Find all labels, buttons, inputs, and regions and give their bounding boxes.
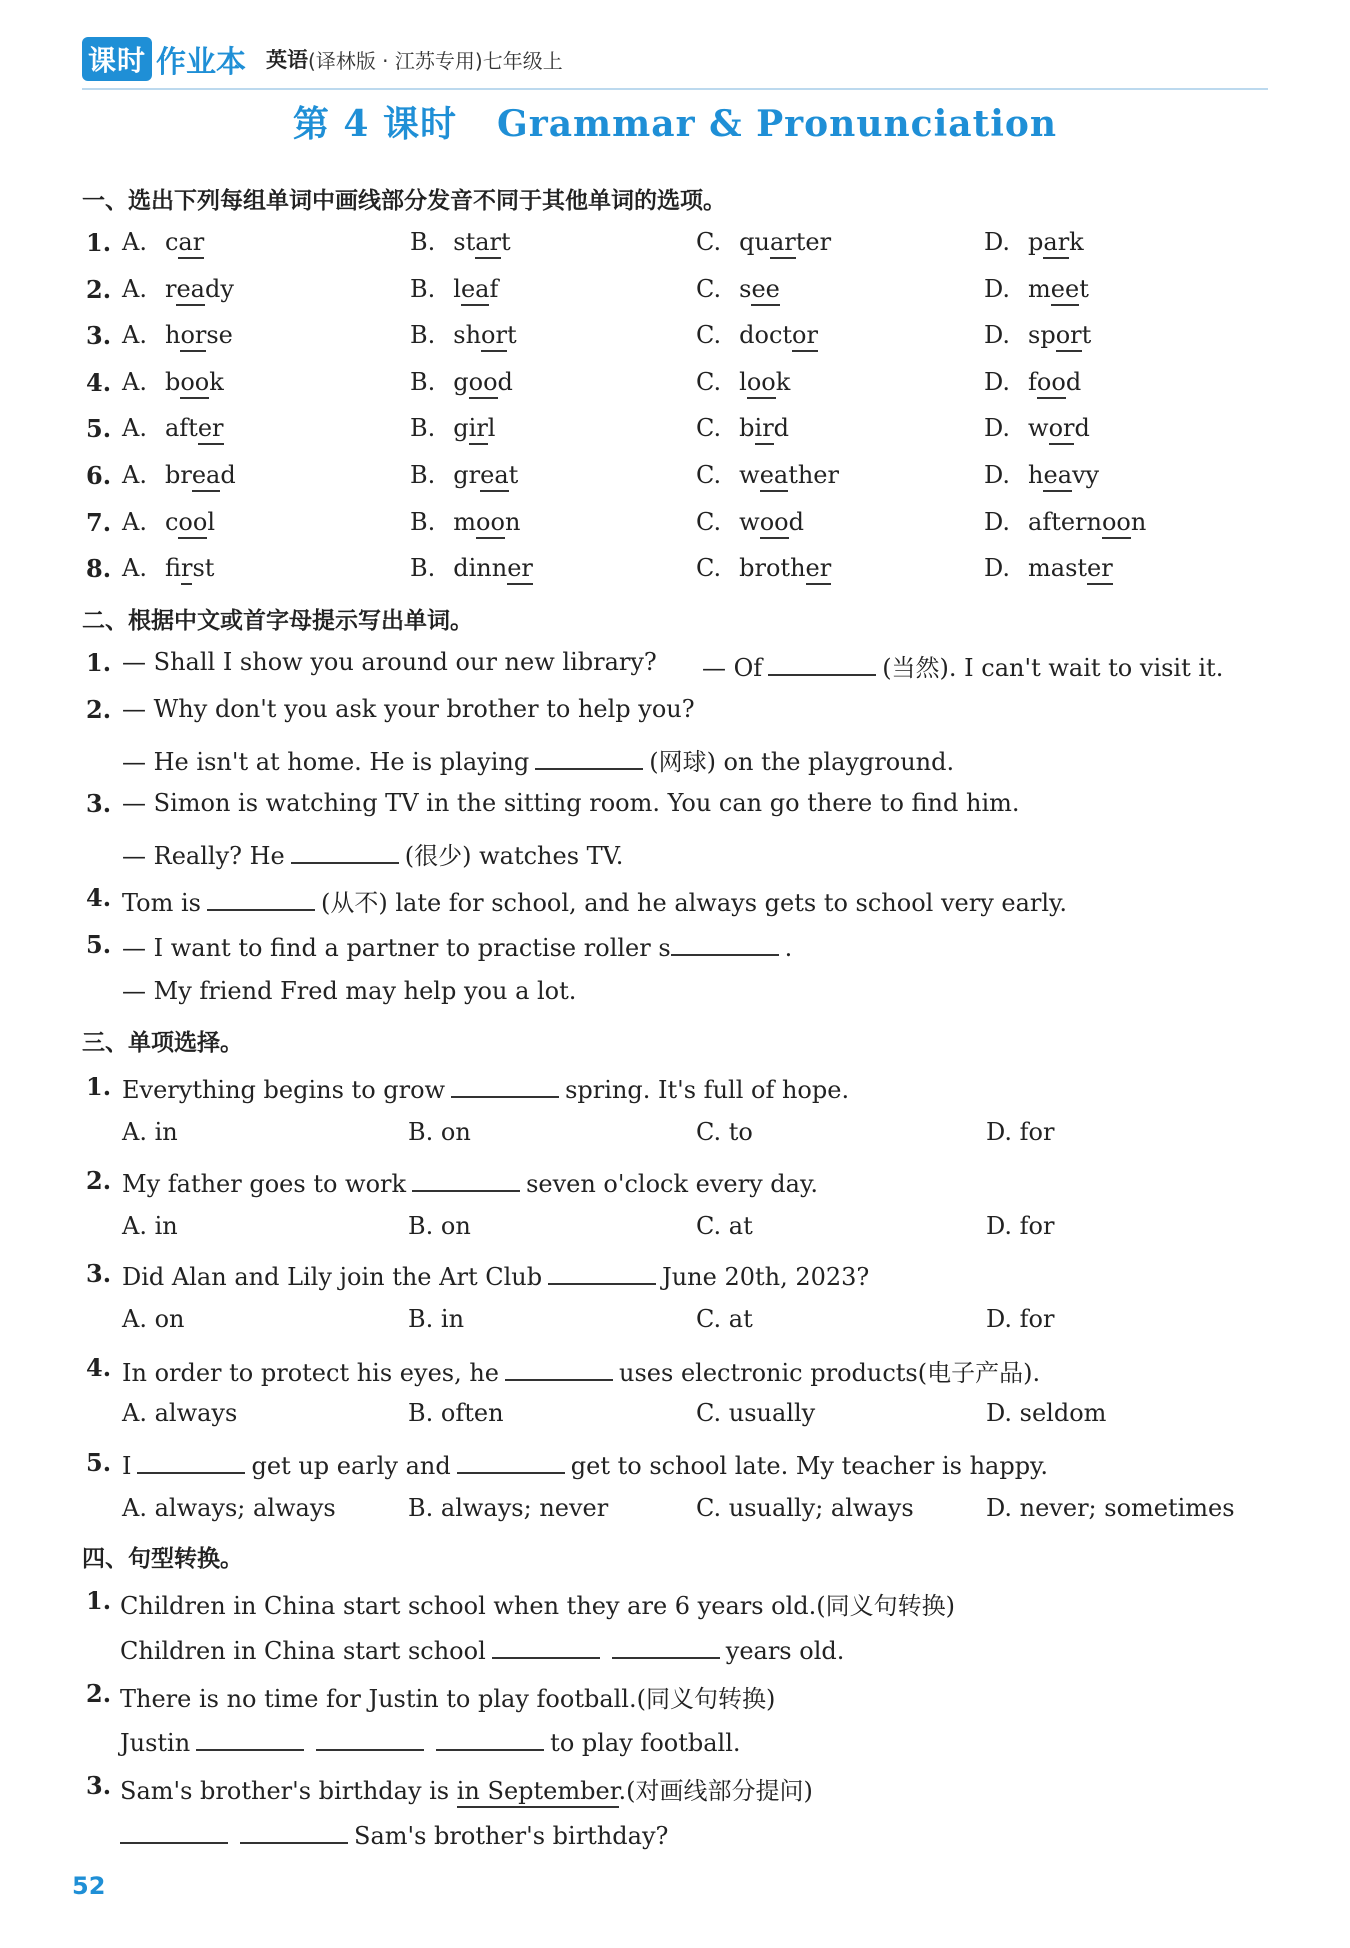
word-part: c <box>164 507 179 536</box>
answer-blank[interactable] <box>612 1633 720 1659</box>
word-part: doct <box>739 321 793 350</box>
option-c[interactable]: C. usually <box>696 1398 816 1427</box>
option-b[interactable] <box>410 414 495 442</box>
word-part: r <box>164 274 177 303</box>
s2-q1-answer-line <box>702 648 1223 683</box>
s2-q4-hint: (从不) late for school, and he always gets to school very early. <box>320 889 1068 917</box>
word-part: d <box>497 367 513 396</box>
underlined-sound: er <box>507 554 533 585</box>
option-c[interactable] <box>696 554 831 582</box>
question-number: 2. <box>86 1679 112 1708</box>
option-c[interactable] <box>696 508 804 536</box>
option-letter: A. <box>122 367 147 396</box>
option-letter: D. <box>984 414 1011 443</box>
option-letter: C. <box>696 228 722 256</box>
option-a[interactable]: A. in <box>122 1118 178 1146</box>
underlined-sound: or <box>1049 414 1075 445</box>
question-number: 5. <box>86 930 112 959</box>
section-1-heading: 一、选出下列每组单词中画线部分发音不同于其他单词的选项。 <box>82 188 726 214</box>
question-number: 3. <box>86 789 112 818</box>
answer-blank[interactable] <box>768 650 876 676</box>
underlined-sound: ea <box>176 275 205 306</box>
answer-blank[interactable] <box>207 885 315 911</box>
option-letter: A. <box>122 414 147 443</box>
option-letter: C. <box>696 554 722 583</box>
lesson-topic: Grammar & Pronunciation <box>497 103 1058 145</box>
word-part: m <box>1028 274 1051 303</box>
answer-blank[interactable] <box>436 1725 544 1751</box>
answer-blank[interactable] <box>291 838 399 864</box>
question-stem: Everything begins to grow <box>122 1076 446 1104</box>
underlined-sound: er <box>1087 554 1113 585</box>
option-b[interactable] <box>410 275 498 303</box>
option-a[interactable]: A. always <box>122 1398 238 1427</box>
option-letter: A. <box>122 461 147 489</box>
word-part: t <box>501 228 511 256</box>
question-stem-end: seven o'clock every day. <box>526 1169 818 1198</box>
s3-q5-text-b: get up early and <box>251 1452 451 1480</box>
s2-q1-question: — Shall I show you around our new library? <box>122 648 657 676</box>
question-number: 8. <box>86 554 112 584</box>
question-stem-end: spring. It's full of hope. <box>565 1076 850 1104</box>
word-part: b <box>164 367 181 396</box>
option-d[interactable] <box>984 461 1099 489</box>
option-letter: B. <box>410 554 436 583</box>
underlined-sound: ar <box>1043 228 1069 259</box>
option-letter: C. <box>696 274 722 303</box>
question-number: 3. <box>86 321 112 351</box>
answer-blank[interactable] <box>535 744 643 770</box>
word-part: s <box>739 274 752 303</box>
option-b[interactable]: B. often <box>408 1398 504 1427</box>
question-number: 4. <box>86 883 112 912</box>
answer-blank[interactable] <box>492 1633 600 1659</box>
word-part: mast <box>1028 554 1088 583</box>
option-letter: D. <box>984 367 1011 396</box>
option-d[interactable] <box>984 414 1090 442</box>
option-c[interactable] <box>696 275 780 303</box>
option-b[interactable] <box>410 321 517 349</box>
underlined-sound: ar <box>178 228 204 259</box>
word-part: k <box>775 367 791 396</box>
underlined-sound: ea <box>192 461 221 492</box>
option-c[interactable] <box>696 461 839 489</box>
word-part: m <box>453 507 477 536</box>
option-c[interactable] <box>696 228 831 256</box>
underlined-sound: oo <box>1102 508 1131 539</box>
underlined-sound: or <box>1056 321 1082 352</box>
s4-q2-text: There is no time for Justin to play football.(同义句转换) <box>120 1685 776 1713</box>
underlined-sound: ee <box>1051 275 1079 306</box>
question-number: 1. <box>86 1072 112 1101</box>
option-letter: C. <box>696 507 722 536</box>
option-a[interactable] <box>122 228 204 256</box>
option-d[interactable]: D. for <box>986 1118 1055 1146</box>
answer-blank[interactable] <box>451 1072 559 1098</box>
word-part: sp <box>1028 321 1056 350</box>
s4-q3-underlined: in September <box>457 1777 619 1808</box>
option-letter: C. <box>696 321 722 350</box>
underlined-sound: er <box>198 414 224 445</box>
option-letter: C. <box>696 461 722 489</box>
word-part: k <box>1069 228 1084 256</box>
s3-q5-text-a: I <box>122 1452 132 1480</box>
underlined-sound: oo <box>760 508 789 539</box>
word-part: t <box>508 461 519 489</box>
word-part: d <box>788 507 804 536</box>
answer-blank[interactable] <box>412 1166 520 1192</box>
option-letter: D. <box>984 554 1011 583</box>
word-part: br <box>164 461 192 489</box>
option-c[interactable]: C. at <box>696 1211 753 1240</box>
s2-q3-hint: (很少) watches TV. <box>404 842 624 870</box>
underlined-sound: oo <box>1037 368 1066 399</box>
word-part: t <box>506 321 517 350</box>
s4-q1-answer-end: years old. <box>725 1637 845 1665</box>
s2-q2-reply-text: — He isn't at home. He is playing <box>122 748 530 776</box>
option-b[interactable] <box>410 461 518 489</box>
option-letter: B. <box>410 228 436 256</box>
question-number: 2. <box>86 274 112 304</box>
option-a[interactable]: A. always; always <box>122 1494 336 1522</box>
word-part: w <box>739 507 760 536</box>
answer-blank[interactable] <box>548 1259 656 1285</box>
s4-q2-answer-text: Justin <box>120 1729 191 1757</box>
option-a[interactable] <box>122 414 224 442</box>
underlined-sound: oo <box>178 508 207 539</box>
word-part: dy <box>204 274 234 303</box>
question-number: 4. <box>86 367 112 397</box>
underlined-sound: oo <box>180 368 209 399</box>
section-3-heading: 三、单项选择。 <box>82 1030 243 1056</box>
option-c[interactable] <box>696 321 818 349</box>
option-d[interactable]: D. for <box>986 1211 1055 1240</box>
word-part: gr <box>453 461 481 489</box>
s2-q5-reply-text: — My friend Fred may help you a lot. <box>122 977 577 1005</box>
s4-q2-answer-end: to play football. <box>550 1729 741 1757</box>
word-part: w <box>1028 414 1049 443</box>
question-number: 1. <box>86 1586 112 1615</box>
underlined-sound: or <box>180 321 206 352</box>
option-a[interactable] <box>122 554 214 582</box>
word-part: p <box>1028 228 1044 256</box>
answer-blank[interactable] <box>316 1725 424 1751</box>
word-part: t <box>1079 274 1089 303</box>
word-part: st <box>453 228 476 256</box>
s4-q3-instruction: .(对画线部分提问) <box>618 1777 813 1805</box>
word-part: st <box>192 554 215 583</box>
word-part: g <box>453 414 469 443</box>
word-part: b <box>739 414 755 443</box>
option-b[interactable]: B. always; never <box>408 1494 609 1522</box>
answer-blank[interactable] <box>671 930 779 956</box>
s2-q4-text: Tom is <box>122 889 201 917</box>
option-letter: D. <box>984 461 1011 489</box>
answer-blank[interactable] <box>505 1355 613 1381</box>
word-part: qu <box>739 228 770 256</box>
question-number: 3. <box>86 1259 112 1288</box>
word-part: se <box>206 321 233 350</box>
answer-blank[interactable] <box>120 1818 228 1844</box>
underlined-sound: oo <box>476 508 505 539</box>
word-part: c <box>164 228 179 256</box>
s2-q1-hint: (当然). I can't wait to visit it. <box>882 654 1224 682</box>
option-letter: B. <box>410 414 436 443</box>
underlined-sound: ea <box>461 275 490 306</box>
option-a[interactable] <box>122 275 234 303</box>
word-part: l <box>207 507 216 536</box>
option-letter: B. <box>410 367 436 396</box>
word-part: h <box>164 321 181 350</box>
option-letter: B. <box>410 461 436 489</box>
underlined-sound: oo <box>747 368 776 399</box>
option-a[interactable] <box>122 321 233 349</box>
s4-q3-answer-end: Sam's brother's birthday? <box>354 1822 669 1850</box>
option-c[interactable] <box>696 414 789 442</box>
word-part: broth <box>739 554 806 583</box>
question-number: 6. <box>86 461 112 490</box>
word-part: k <box>209 367 224 396</box>
option-letter: A. <box>122 228 147 256</box>
s4-q3-text: Sam's brother's birthday is <box>120 1777 457 1805</box>
question-number: 2. <box>86 695 112 724</box>
option-d[interactable]: D. never; sometimes <box>986 1494 1235 1522</box>
option-letter: A. <box>122 274 147 303</box>
underlined-sound: er <box>806 554 832 585</box>
option-d[interactable]: D. for <box>986 1305 1055 1333</box>
s2-q2-hint: (网球) on the playground. <box>649 748 955 776</box>
word-part: w <box>739 461 760 489</box>
option-d[interactable]: D. seldom <box>986 1398 1107 1427</box>
option-letter: D. <box>984 274 1011 303</box>
underlined-sound: or <box>792 321 818 352</box>
question-stem: In order to protect his eyes, he <box>122 1358 500 1387</box>
option-a[interactable] <box>122 368 224 396</box>
underlined-sound: or <box>481 321 507 352</box>
option-letter: A. <box>122 554 147 583</box>
option-letter: C. <box>696 367 722 396</box>
page-header <box>82 36 563 82</box>
question-number: 1. <box>86 648 112 677</box>
lesson-title <box>0 96 1350 147</box>
option-letter: D. <box>984 507 1011 536</box>
lesson-number: 第 4 课时 <box>292 103 458 145</box>
word-part: dinn <box>453 554 508 583</box>
header-subject: 英语 <box>266 48 309 72</box>
question-number: 7. <box>86 507 112 537</box>
brand-logo-box: 课时 <box>82 37 152 81</box>
option-d[interactable] <box>984 321 1091 349</box>
word-part: d <box>220 461 236 489</box>
option-letter: B. <box>410 507 436 536</box>
word-part: g <box>453 367 469 396</box>
option-c[interactable]: C. to <box>696 1118 753 1146</box>
option-b[interactable]: B. in <box>408 1305 465 1333</box>
underlined-sound: ar <box>475 228 501 259</box>
question-number: 3. <box>86 1771 112 1800</box>
option-letter: B. <box>410 321 436 350</box>
question-stem: My father goes to work <box>122 1169 407 1198</box>
option-a[interactable]: A. in <box>122 1211 178 1240</box>
option-d[interactable] <box>984 368 1081 396</box>
answer-blank[interactable] <box>457 1448 565 1474</box>
s2-q5-end: . <box>784 934 793 962</box>
word-part: ter <box>795 228 832 256</box>
underlined-sound: ir <box>181 554 192 585</box>
question-number: 2. <box>86 1165 112 1195</box>
word-part: aft <box>164 414 198 443</box>
word-part: h <box>1028 461 1044 489</box>
brand-logo-text: 作业本 <box>156 45 247 80</box>
answer-blank[interactable] <box>196 1725 304 1751</box>
header-divider <box>82 88 1268 90</box>
s2-q3-reply-text: — Really? He <box>122 842 285 870</box>
s2-q3-question: — Simon is watching TV in the sitting room. You can go there to find him. <box>122 789 1020 817</box>
option-letter: A. <box>122 321 147 350</box>
word-part: f <box>164 554 181 583</box>
option-letter: B. <box>410 274 436 303</box>
s4-q1-text: Children in China start school when they are 6 years old.(同义句转换) <box>120 1592 956 1620</box>
option-a[interactable] <box>122 508 215 536</box>
option-c[interactable] <box>696 368 790 396</box>
underlined-sound: ar <box>770 228 796 259</box>
word-part: f <box>1028 367 1037 396</box>
question-number: 5. <box>86 1448 112 1477</box>
underlined-sound: oo <box>469 368 498 399</box>
word-part: n <box>504 507 521 536</box>
s2-q1-reply: — Of <box>702 654 763 682</box>
question-number: 4. <box>86 1352 112 1382</box>
underlined-sound: ir <box>469 414 488 445</box>
answer-blank[interactable] <box>137 1448 245 1474</box>
question-stem-end: uses electronic products(电子产品). <box>619 1358 1041 1387</box>
option-b[interactable] <box>410 554 533 582</box>
word-part: n <box>1130 507 1147 536</box>
header-edition: (译林版 · 江苏专用)七年级上 <box>308 48 563 73</box>
option-b[interactable]: B. on <box>408 1211 471 1240</box>
word-part: sh <box>453 321 482 350</box>
word-part: ther <box>788 461 839 489</box>
underlined-sound: ee <box>751 275 779 306</box>
question-number: 1. <box>86 228 112 257</box>
page-number: 52 <box>72 1872 106 1900</box>
question-number: 5. <box>86 414 112 444</box>
word-part: d <box>773 414 790 443</box>
question-stem: Did Alan and Lily join the Art Club <box>122 1263 543 1291</box>
underlined-sound: ea <box>1043 461 1072 492</box>
option-d[interactable] <box>984 275 1089 303</box>
option-letter: A. <box>122 507 147 536</box>
word-part: t <box>1081 321 1092 350</box>
underlined-sound: ea <box>760 461 789 492</box>
s2-q2-question: — Why don't you ask your brother to help you? <box>122 695 695 723</box>
option-c[interactable]: C. usually; always <box>696 1494 914 1522</box>
word-part: vy <box>1072 461 1100 489</box>
word-part: d <box>1065 367 1082 396</box>
s4-q1-answer-text: Children in China start school <box>120 1637 486 1665</box>
option-d[interactable] <box>984 508 1146 536</box>
option-d[interactable] <box>984 228 1084 256</box>
word-part: f <box>489 274 499 303</box>
option-a[interactable] <box>122 461 236 489</box>
word-part: l <box>739 367 747 396</box>
question-stem-end: June 20th, 2023? <box>662 1263 870 1291</box>
section-4-heading: 四、句型转换。 <box>82 1546 243 1572</box>
option-b[interactable] <box>410 368 513 396</box>
option-a[interactable]: A. on <box>122 1305 185 1333</box>
option-letter: C. <box>696 414 722 443</box>
answer-blank[interactable] <box>240 1818 348 1844</box>
option-b[interactable]: B. on <box>408 1118 471 1146</box>
option-b[interactable] <box>410 228 511 256</box>
option-b[interactable] <box>410 508 520 536</box>
word-part: d <box>1074 414 1090 443</box>
s3-q5-text-c: get to school late. My teacher is happy. <box>570 1452 1049 1480</box>
s2-q5-text: — I want to find a partner to practise roller s <box>122 934 671 962</box>
section-2-heading: 二、根据中文或首字母提示写出单词。 <box>82 608 473 634</box>
word-part: l <box>487 414 496 443</box>
option-c[interactable]: C. at <box>696 1305 753 1333</box>
underlined-sound: ir <box>755 414 774 445</box>
word-part: l <box>453 274 461 303</box>
option-letter: D. <box>984 228 1011 256</box>
word-part: aftern <box>1028 507 1102 536</box>
underlined-sound: ea <box>480 461 509 492</box>
option-d[interactable] <box>984 554 1113 582</box>
option-letter: D. <box>984 321 1011 350</box>
